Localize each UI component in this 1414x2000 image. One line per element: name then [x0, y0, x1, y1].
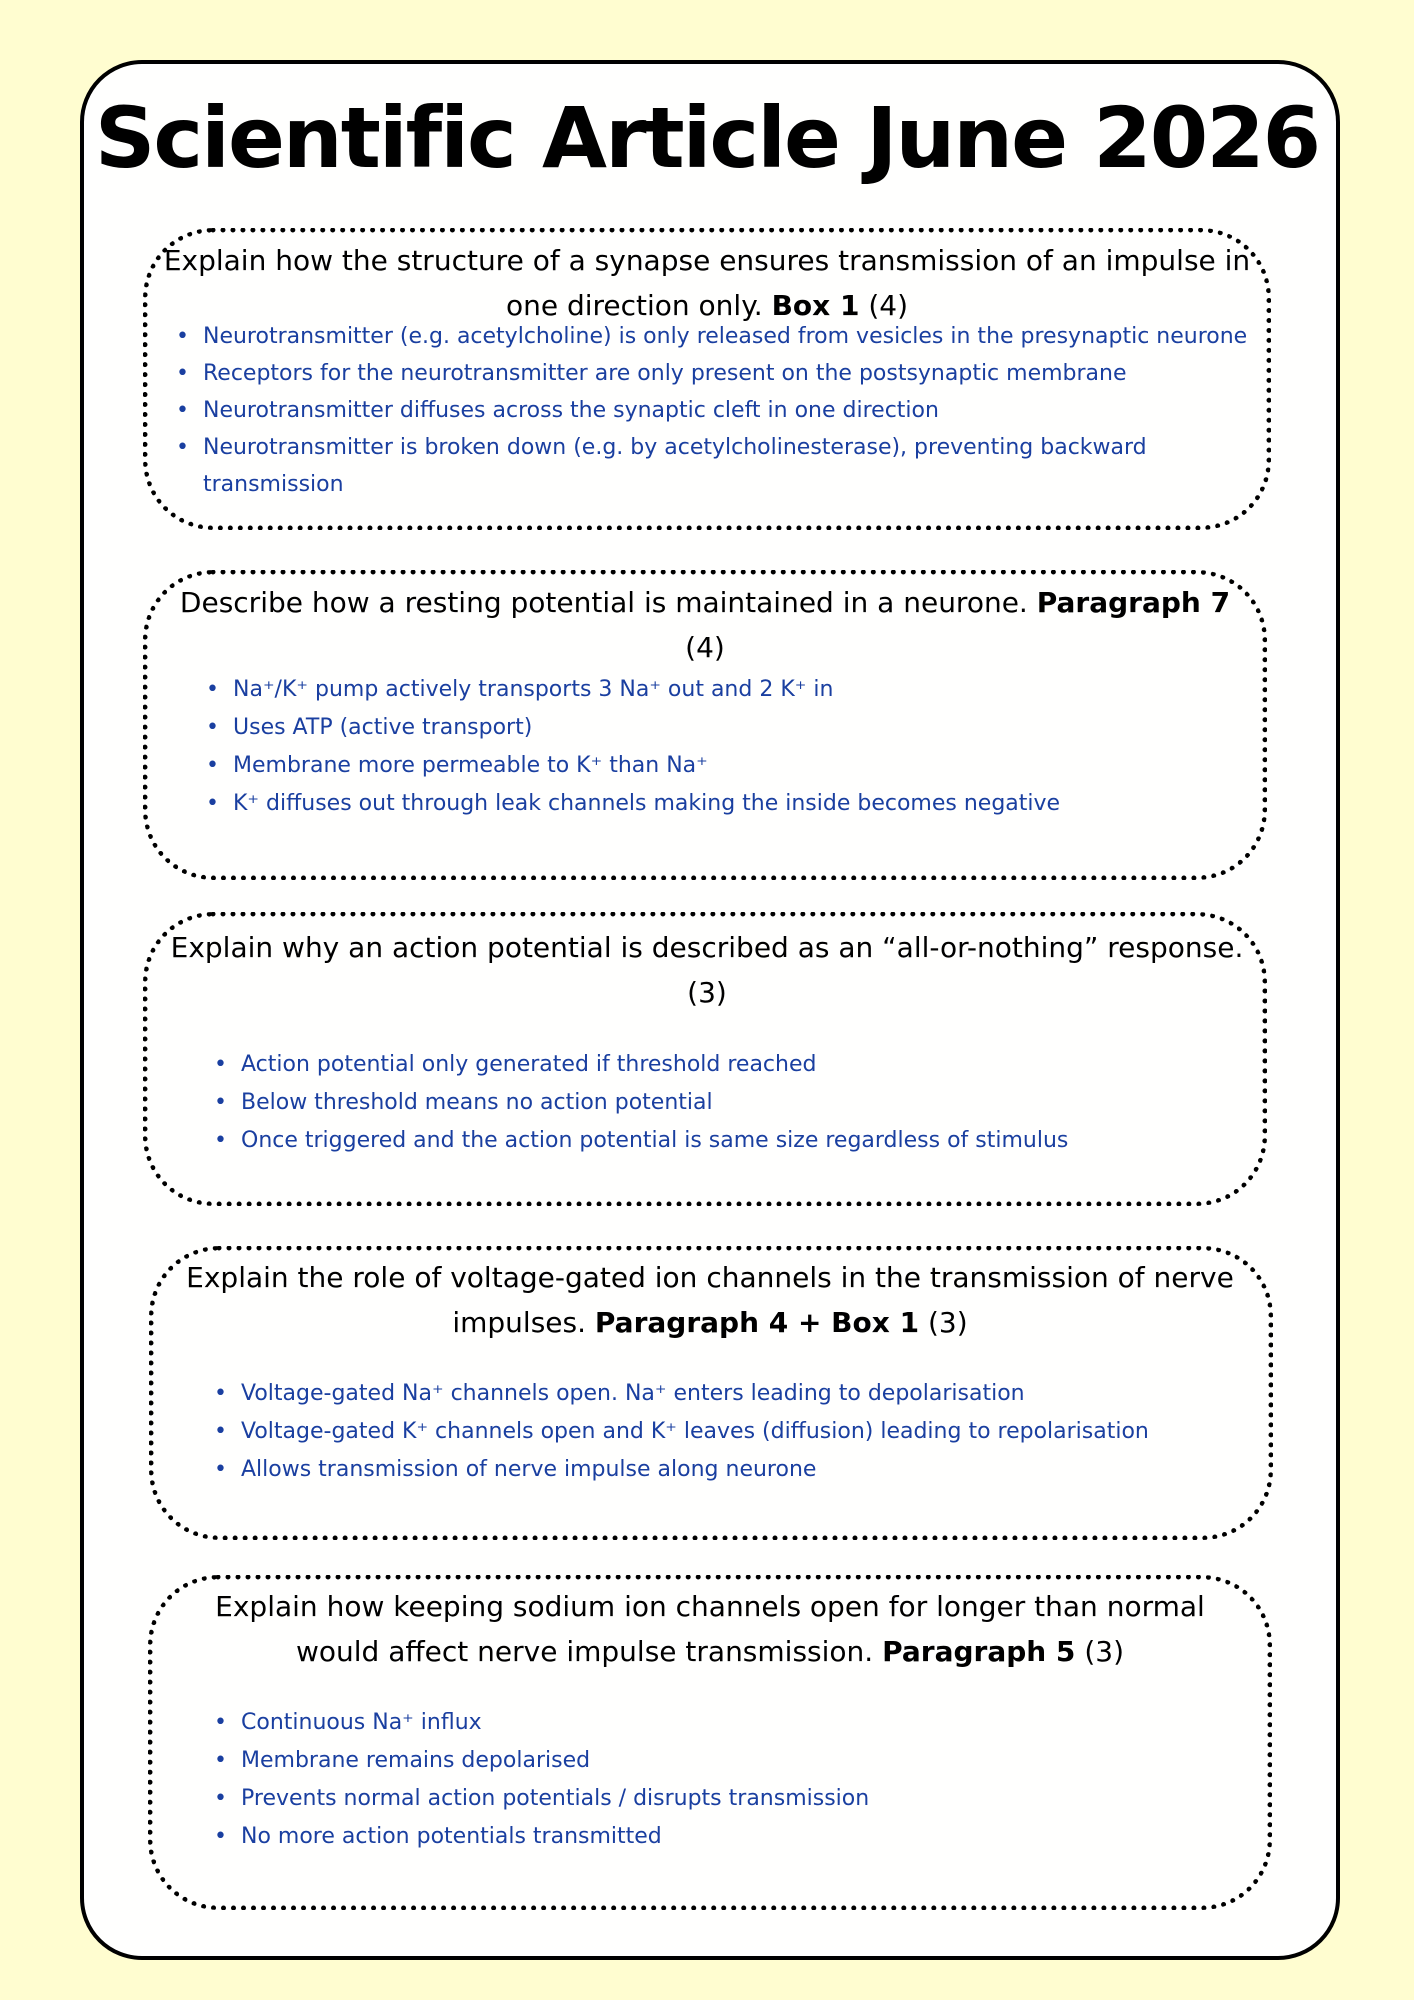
answer-item: • Membrane more permeable to K⁺ than Na⁺: [202, 747, 1252, 785]
answer-item: • Once triggered and the action potential is same size regardless of stimulus: [210, 1122, 1250, 1160]
question-prompt-2: [170, 580, 1240, 670]
question-reference: Paragraph 4 + Box 1: [594, 1306, 920, 1339]
answer-item: • Continuous Na⁺ influx: [210, 1704, 1250, 1742]
bullet-icon: •: [214, 1052, 227, 1077]
question-prompt-4: [175, 1255, 1245, 1345]
bullet-icon: •: [214, 1824, 227, 1849]
answer-item: • Receptors for the neurotransmitter are only present on the postsynaptic membrane: [172, 355, 1272, 392]
question-prompt-1: [160, 238, 1254, 328]
answer-item: • Neurotransmitter is broken down (e.g. by acetylcholinesterase), preventing backward transmission: [172, 429, 1203, 503]
question-prompt-5: [190, 1584, 1230, 1674]
bullet-icon: •: [206, 753, 219, 778]
bullet-icon: •: [176, 324, 189, 349]
bullet-icon: •: [214, 1786, 227, 1811]
bullet-icon: •: [214, 1381, 227, 1406]
answer-item: • Voltage-gated K⁺ channels open and K⁺ leaves (diffusion) leading to repolarisation: [210, 1413, 1265, 1451]
answer-item: • Uses ATP (active transport): [202, 709, 1252, 747]
page-title: Scientific Article June 2026: [94, 89, 1320, 187]
answer-list-2: [202, 671, 1252, 823]
bullet-icon: •: [214, 1090, 227, 1115]
bullet-icon: •: [206, 677, 219, 702]
answer-item: • Neurotransmitter diffuses across the synaptic cleft in one direction: [172, 392, 1272, 429]
question-text: Explain how keeping sodium ion channels open for longer than normal would affect nerve impulse transmission.: [215, 1590, 1205, 1668]
answer-list-5: [210, 1704, 1250, 1856]
answer-item: • Neurotransmitter (e.g. acetylcholine) is only released from vesicles in the presynaptic neurone: [172, 318, 1272, 355]
answer-item: • Voltage-gated Na⁺ channels open. Na⁺ enters leading to depolarisation: [210, 1375, 1265, 1413]
question-marks: (4): [685, 631, 725, 664]
answer-item: • No more action potentials transmitted: [210, 1818, 1250, 1856]
question-text: Describe how a resting potential is maintained in a neurone.: [179, 586, 1028, 619]
question-marks: (3): [687, 976, 727, 1009]
answer-item: • Action potential only generated if threshold reached: [210, 1046, 1250, 1084]
bullet-icon: •: [214, 1457, 227, 1482]
answer-item: • K⁺ diffuses out through leak channels making the inside becomes negative: [202, 785, 1252, 823]
question-marks: (3): [927, 1306, 968, 1339]
bullet-icon: •: [176, 435, 189, 460]
question-marks: (4): [868, 289, 909, 322]
answer-list-3: [210, 1046, 1250, 1160]
question-prompt-3: [160, 925, 1254, 1015]
answer-item: • Below threshold means no action potential: [210, 1084, 1250, 1122]
question-text: Explain why an action potential is described as an “all-or-nothing” response.: [170, 931, 1244, 964]
question-reference: Paragraph 7: [1036, 586, 1231, 619]
bullet-icon: •: [214, 1748, 227, 1773]
answer-item: • Membrane remains depolarised: [210, 1742, 1250, 1780]
bullet-icon: •: [206, 715, 219, 740]
answer-item: • Allows transmission of nerve impulse along neurone: [210, 1451, 1265, 1489]
question-reference: Box 1: [771, 289, 860, 322]
question-text: Explain the role of voltage-gated ion channels in the transmission of nerve impulses.: [186, 1261, 1234, 1339]
bullet-icon: •: [214, 1419, 227, 1444]
answer-list-1: [172, 318, 1272, 503]
question-reference: Paragraph 5: [882, 1635, 1076, 1668]
answer-list-4: [210, 1375, 1265, 1489]
question-text: Explain how the structure of a synapse ensures transmission of an impulse in one direction only.: [163, 244, 1251, 322]
bullet-icon: •: [176, 398, 189, 423]
question-marks: (3): [1084, 1635, 1124, 1668]
bullet-icon: •: [214, 1710, 227, 1735]
bullet-icon: •: [214, 1128, 227, 1153]
answer-item: • Na⁺/K⁺ pump actively transports 3 Na⁺ out and 2 K⁺ in: [202, 671, 1252, 709]
bullet-icon: •: [206, 791, 219, 816]
answer-item: • Prevents normal action potentials / disrupts transmission: [210, 1780, 1250, 1818]
bullet-icon: •: [176, 361, 189, 386]
